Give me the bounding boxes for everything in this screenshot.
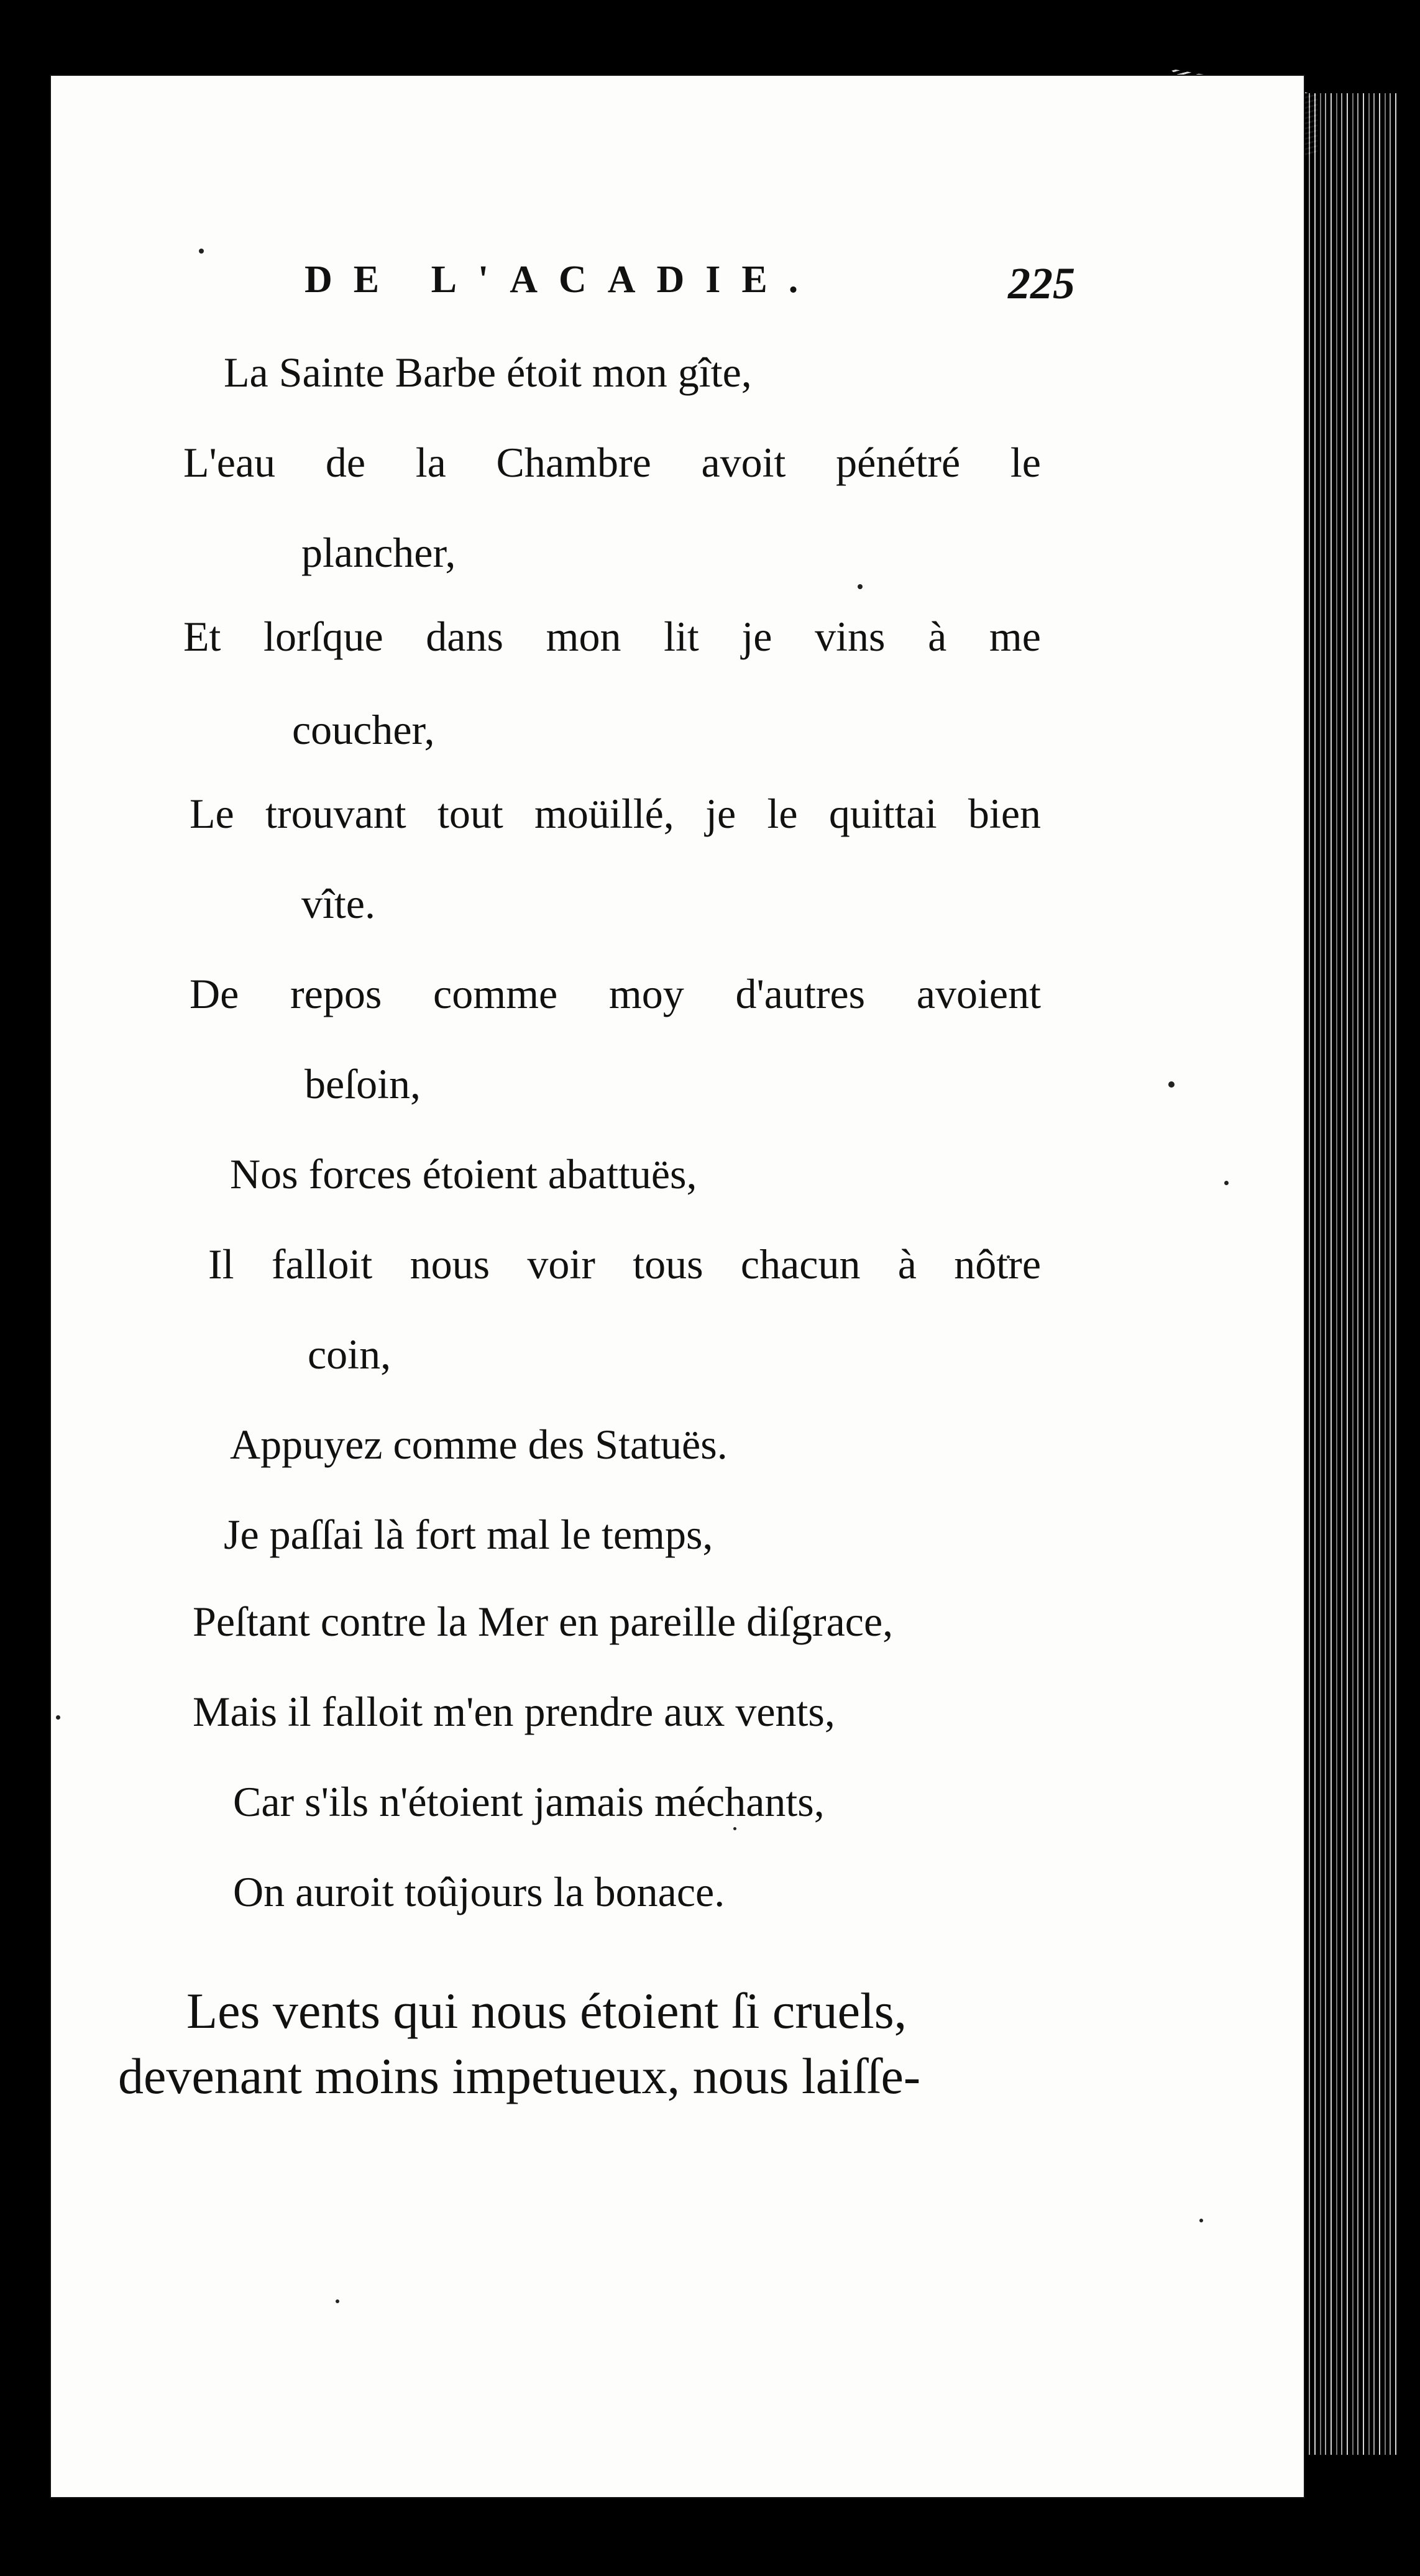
print-speck [56,1715,60,1720]
verse-line: coucher, [292,706,435,753]
book-fore-edge [1305,93,1398,2455]
print-speck [1224,1181,1229,1185]
print-speck [199,249,204,254]
verse-line: L'eau de la Chambre avoit pénétré le [183,439,1041,486]
verse-line: La Sainte Barbe étoit mon gîte, [224,349,752,396]
verse-line: Il falloit nous voir tous chacun à nôtre [208,1240,1041,1288]
verse-line: On auroit toûjours la bonace. [233,1868,725,1915]
verse-line: Nos forces étoient abattuës, [230,1150,697,1198]
page-number: 225 [1008,259,1075,308]
running-head [305,258,1075,314]
verse-line: De repos comme moy d'autres avoient [190,970,1041,1017]
print-speck [733,1827,736,1830]
verse-line: Appuyez comme des Statuës. [230,1421,728,1468]
verse-line: beſoin, [305,1060,421,1107]
verse-line: Et lorſque dans mon lit je vins à me [183,613,1041,660]
verse-line: Peſtant contre la Mer en pareille diſgrace, [193,1598,894,1645]
verse-line: Mais il falloit m'en prendre aux vents, [193,1688,835,1735]
verse-line: Le trouvant tout moüillé, je le quittai bien [190,790,1041,837]
print-speck [336,2299,339,2303]
verse-line: plancher, [301,529,456,576]
print-speck [1199,2219,1203,2222]
running-title: DE L'ACADIE. [305,259,820,301]
prose-line: Les vents qui nous étoient ſi cruels, [186,1982,907,2039]
print-speck [1168,1081,1175,1088]
verse-line: Je paſſai là fort mal le temps, [224,1511,713,1558]
verse-line: coin, [308,1331,392,1378]
verse-line: Car s'ils n'étoient jamais méchants, [233,1778,825,1825]
prose-line: devenant moins impetueux, nous laiſſe- [118,2048,921,2104]
print-speck [858,584,863,589]
verse-line: vîte. [301,880,375,927]
